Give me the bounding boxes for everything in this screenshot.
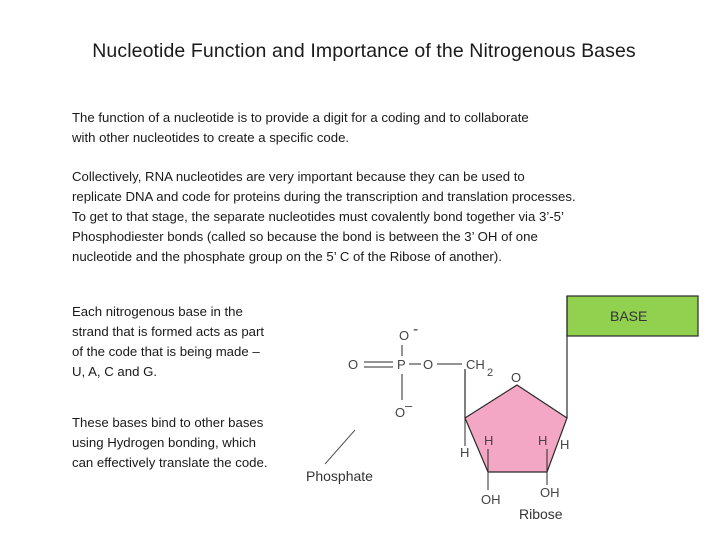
text-line: These bases bind to other bases <box>72 415 264 430</box>
ribose-label: Ribose <box>519 506 563 522</box>
o-minus-bottom: O <box>395 405 406 420</box>
text-line: can effectively translate the code. <box>72 455 268 470</box>
o-double: O <box>348 357 359 372</box>
text-line: of the code that is being made – <box>72 344 260 359</box>
text-line: Collectively, RNA nucleotides are very important because they can be used to <box>72 169 525 184</box>
text-line: To get to that stage, the separate nucleotides must covalently bond together via 3’-5’ <box>72 209 564 224</box>
o-bridge: O <box>423 357 434 372</box>
text-line: using Hydrogen bonding, which <box>72 435 257 450</box>
ribose-ring <box>465 385 570 472</box>
text-line: with other nucleotides to create a specific code. <box>72 130 350 145</box>
base-label: BASE <box>610 308 648 324</box>
slide-title: Nucleotide Function and Importance of the Nitrogenous Bases <box>92 40 636 62</box>
h-right-inner: H <box>538 433 548 448</box>
ch-atom: CH <box>466 357 485 372</box>
ch-subscript: 2 <box>487 367 494 379</box>
p-atom: P <box>397 357 406 372</box>
oh-right: OH <box>540 485 560 500</box>
o-minus-bottom-charge: – <box>405 398 413 413</box>
phosphate-pointer <box>325 430 355 464</box>
ring-oxygen: O <box>511 370 522 385</box>
text-line: nucleotide and the phosphate group on the 5’ C of the Ribose of another). <box>72 249 502 264</box>
oh-left: OH <box>481 492 501 507</box>
text-line: U, A, C and G. <box>72 364 158 379</box>
o-minus-top: O <box>399 328 410 343</box>
h-right-outer: H <box>560 437 570 452</box>
h-left-inner: H <box>484 433 494 448</box>
text-line: strand that is formed acts as part <box>72 324 265 339</box>
o-minus-top-charge: - <box>413 321 419 338</box>
text-line: Phosphodiester bonds (called so because the bond is between the 3’ OH of one <box>72 229 538 244</box>
text-line: replicate DNA and code for proteins during the transcription and translation processes. <box>72 189 576 204</box>
phosphate-label: Phosphate <box>306 468 373 484</box>
text-line: Each nitrogenous base in the <box>72 304 243 319</box>
text-line: The function of a nucleotide is to provide a digit for a coding and to collaborate <box>72 110 529 125</box>
h-left-outer: H <box>460 445 470 460</box>
